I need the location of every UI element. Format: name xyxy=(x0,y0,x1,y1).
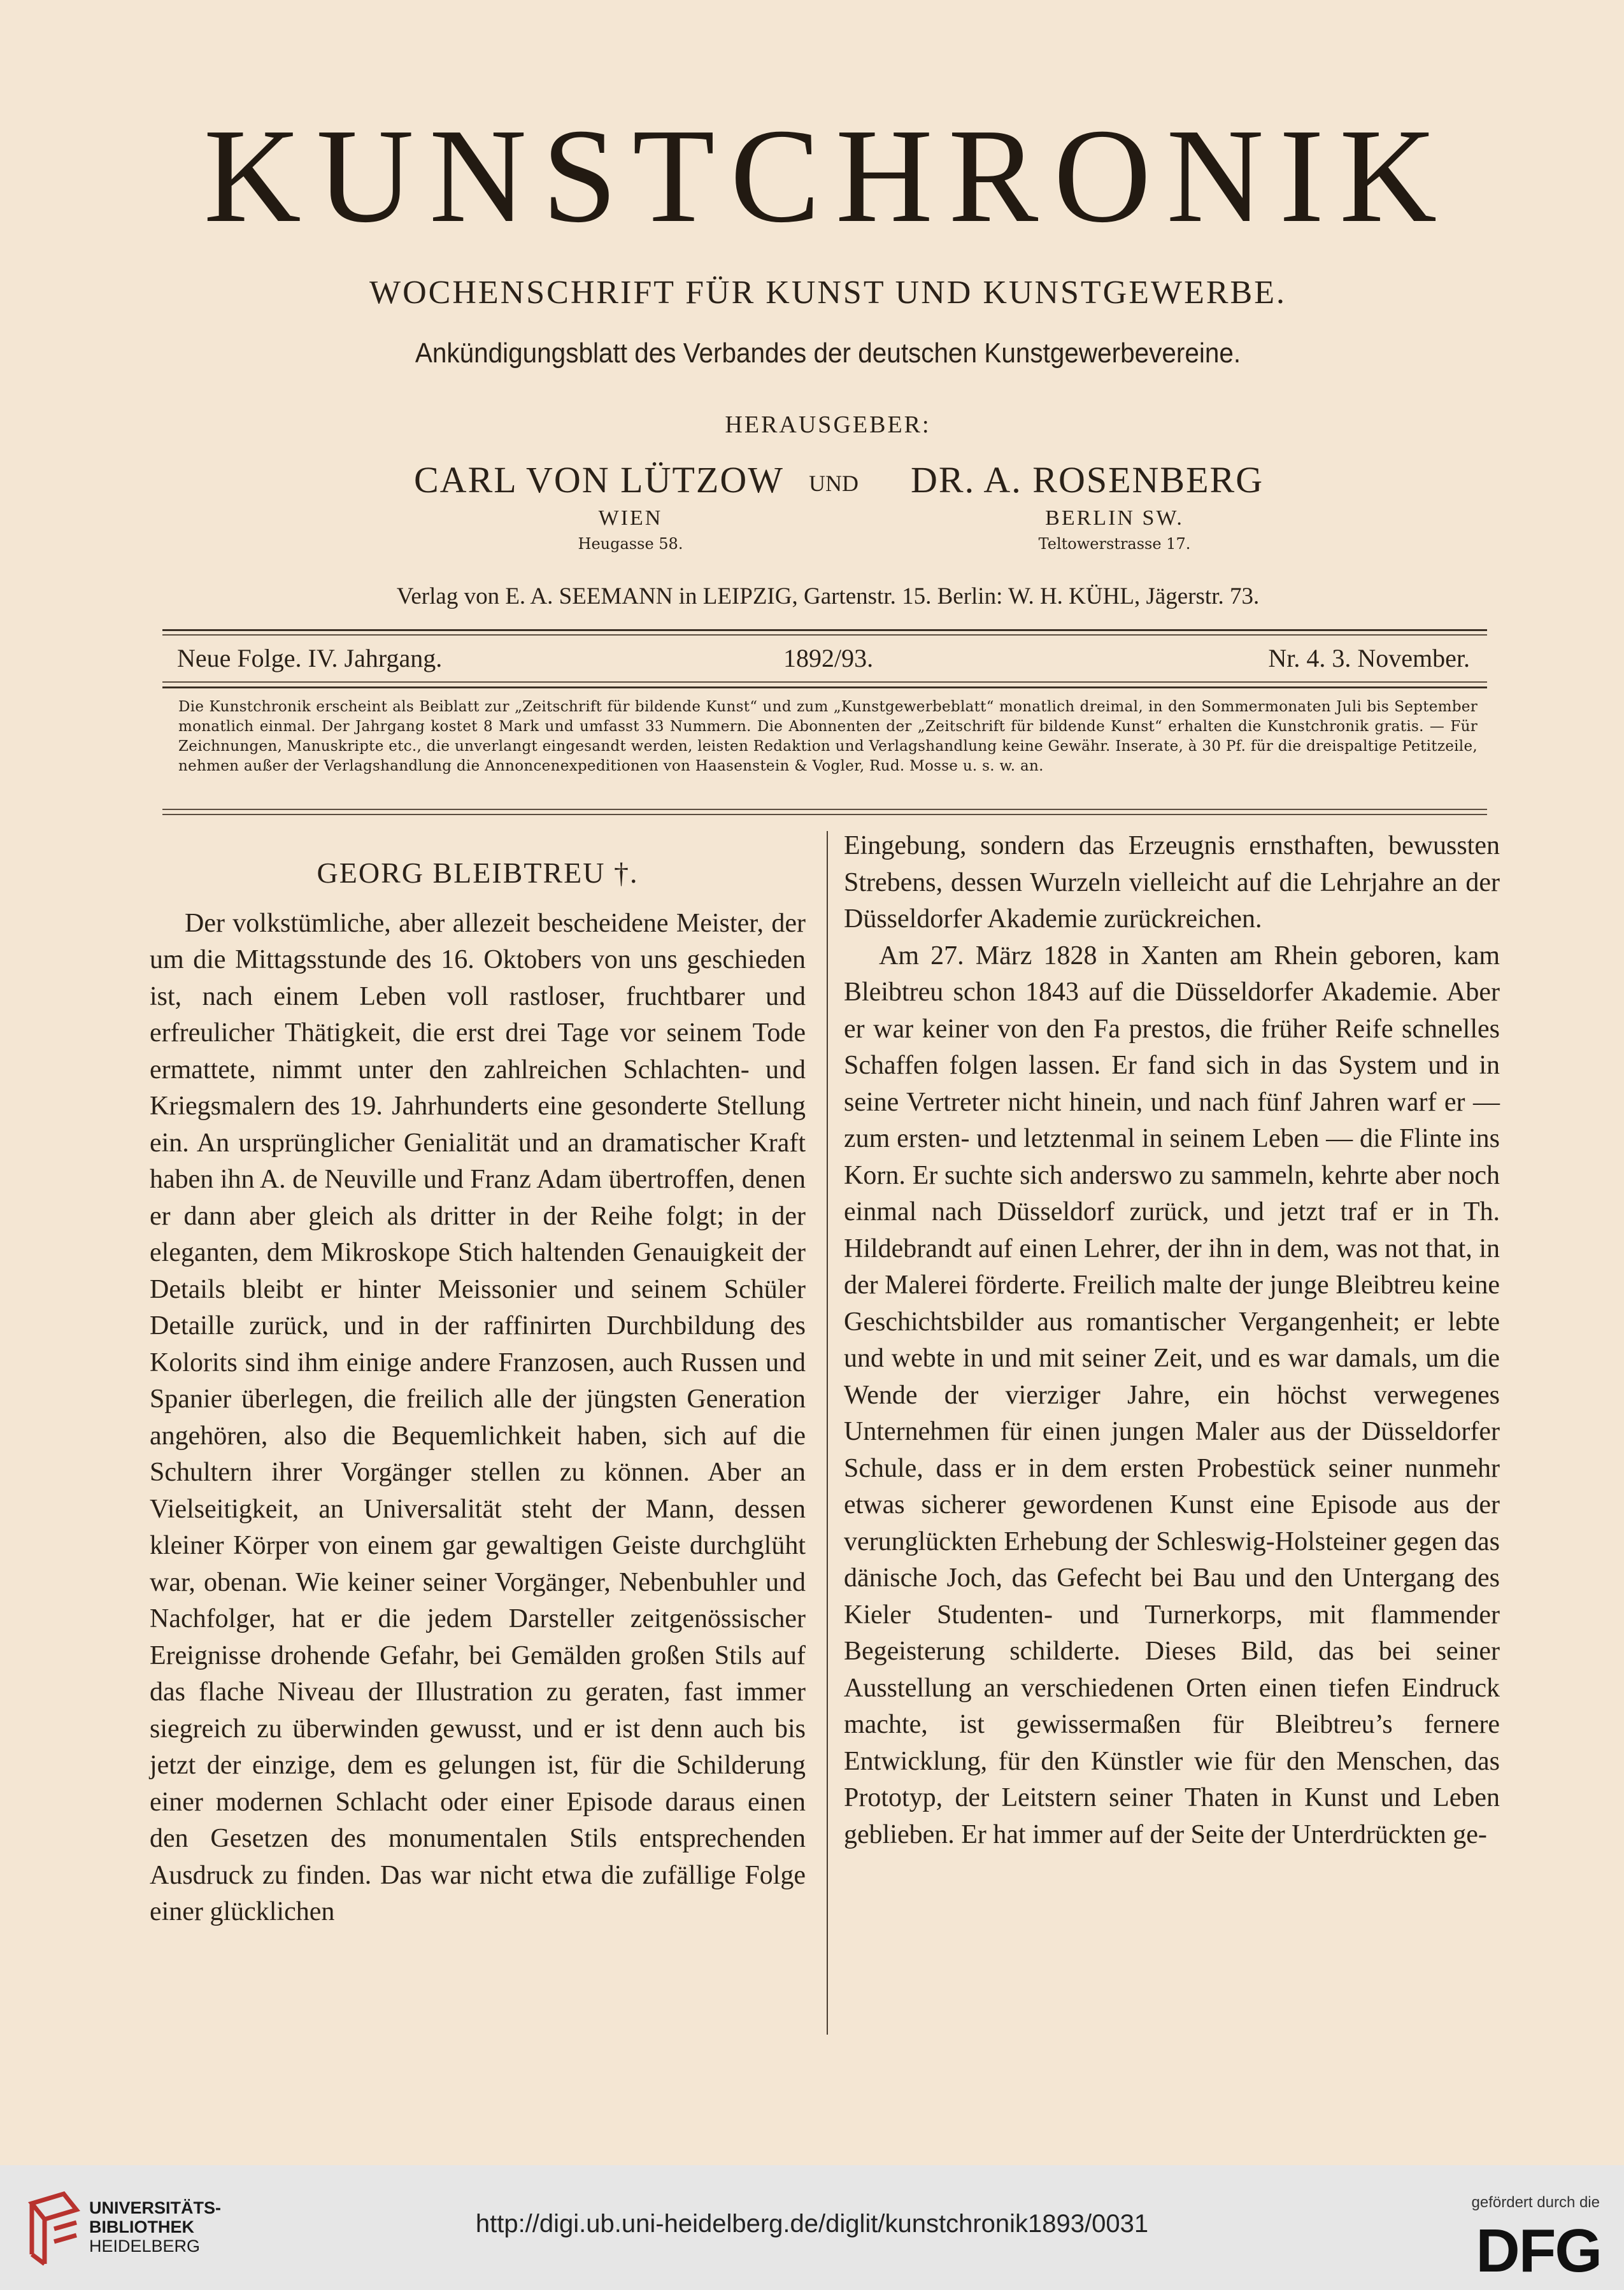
masthead-title: KUNSTCHRONIK xyxy=(203,101,1453,250)
article-column-right xyxy=(844,828,1500,1853)
divider-rule xyxy=(162,629,1487,631)
article-paragraph: Am 27. März 1828 in Xanten am Rhein geboren, kam Bleibtreu schon 1843 auf die Düsseldorfer Akademie. Aber er war keiner von den Fa prestos, die früher Reife schnelles Schaffen folgen lassen. Er fand sich in das System und in seine Vertreter nicht hinein, und nach fünf Jahren warf er — zum ersten- und letztenmal in seinem Leben — die Flinte ins Korn. Er suchte sich anderswo zu sammeln, kehrte aber noch einmal nach Düsseldorf zurück, und jetzt traf er in Th. Hildebrandt auf einen Lehrer, der ihn in dem, was not that, in der Malerei förderte. Freilich malte der junge Bleibtreu keine Geschichtsbilder aus romantischer Vergangenheit; er lebte und webte in und mit seiner Zeit, und es war damals, um die Wende der vierziger Jahre, ein höchst verwegenes Unternehmen für einen jungen Maler aus der Düsseldorfer Schule, dass er in dem ersten Probestück seiner nunmehr etwas sicherer gewordenen Kunst eine Episode aus der verunglückten Erhebung der Schleswig-Holsteiner gegen das dänische Joch, das Gefecht bei Bau und den Untergang des Kieler Studenten- und Turnerkorps, mit flammender Begeisterung schilderte. Dieses Bild, das bei seiner Ausstellung an verschiedenen Orten einen tiefen Eindruck machte, ist gewissermaßen für Bleibtreu’s fernere Entwicklung, für den Künstler wie für den Menschen, das Prototyp, der Leitstern seiner Thaten in Kunst und Leben geblieben. Er hat immer auf der Seite der Unterdrückten ge- xyxy=(844,941,1500,1849)
editor-city-2: BERLIN SW. xyxy=(1045,506,1184,530)
editor-address-2: Teltowerstrasse 17. xyxy=(1038,535,1191,553)
column-divider xyxy=(827,831,828,2035)
digitization-footer xyxy=(0,2165,1624,2290)
funding-caption: gefördert durch die xyxy=(1471,2194,1600,2211)
publisher-line: Verlag von E. A. SEEMANN in LEIPZIG, Gartenstr. 15. Berlin: W. H. KÜHL, Jägerstr. 73. xyxy=(396,583,1260,609)
dfg-logo: DFG xyxy=(1476,2217,1601,2285)
editor-address-1: Heugasse 58. xyxy=(578,535,683,553)
article-heading: GEORG BLEIBTREU †. xyxy=(317,857,639,889)
institution-line: UNIVERSITÄTS- xyxy=(89,2198,222,2217)
masthead-announcement: Ankündigungsblatt des Verbandes der deutschen Kunstgewerbevereine. xyxy=(415,338,1241,369)
editor-name-2: DR. A. ROSENBERG xyxy=(911,459,1264,501)
subscription-notice: Die Kunstchronik erscheint als Beiblatt zur „Zeitschrift für bildende Kunst“ und zum „Kunstgewerbeblatt“ monatlich dreimal, in den Sommermonaten Juli bis September monatlich einmal. Der Jahrgang kostet 8 Mark und umfasst 33 Nummern. Die Abonnenten der „Zeitschrift für bildende Kunst“ erhalten die Kunstchronik gratis. — Für Zeichnungen, Manuskripte etc., die unverlangt eingesandt werden, leisten Redaktion und Verlagshandlung keine Gewähr. Inserate, à 30 Pf. für die dreispaltige Petitzeile, nehmen außer der Verlagshandlung die Annoncenexpeditionen von Haasenstein & Vogler, Rud. Mosse u. s. w. an. xyxy=(178,699,1478,774)
issue-series: Neue Folge. IV. Jahrgang. xyxy=(177,644,443,672)
article-paragraph: Der volkstümliche, aber allezeit bescheidene Meister, der um die Mittagsstunde des 16. Oktobers von uns geschieden ist, nach einem Leben voll rastloser, fruchtbarer und erfreulicher Thätigkeit, die erst drei Tage vor seinem Tode ermattete, nimmt unter den zahlreichen Schlachten- und Kriegsmalern des 19. Jahrhunderts eine gesonderte Stellung ein. An ursprünglicher Genialität und an dramatischer Kraft haben ihn A. de Neuville und Franz Adam übertroffen, denen er dann aber gleich als dritter in der Reihe folgt; in der eleganten, dem Mikroskope Stich haltenden Genauigkeit der Details bleibt er hinter Meissonier und seinem Schüler Detaille zurück, und in der raffinirten Durchbildung des Kolorits sind ihm einige andere Franzosen, auch Russen und Spanier überlegen, die freilich alle der jüngsten Generation angehören, also die Bequemlichkeit haben, sich auf die Schultern ihrer Vorgänger stellen zu können. Aber an Vielseitigkeit, an Universalität steht der Mann, dessen kleiner Körper von einem gar gewaltigen Geiste durchglüht war, obenan. Wie keiner seiner Vorgänger, Nebenbuhler und Nachfolger, hat er die jedem Darsteller zeitgenössischer Ereignisse drohende Gefahr, bei Gemälden großen Stils auf das flache Niveau der Illustration zu geraten, fast immer siegreich zu überwinden gewusst, und er ist denn auch bis jetzt der einzige, dem es gelungen ist, für die Schilderung einer modernen Schlacht oder einer Episode daraus einen den Gesetzen des monumentalen Stils entsprechenden Ausdruck zu finden. Das war nicht etwa die zufällige Folge einer glücklichen xyxy=(150,908,806,1926)
divider-rule xyxy=(162,809,1487,810)
publisher-heading: HERAUSGEBER: xyxy=(725,411,931,438)
divider-rule xyxy=(162,681,1487,683)
divider-rule xyxy=(162,814,1487,815)
editor-city-1: WIEN xyxy=(598,506,663,530)
divider-rule xyxy=(162,634,1487,636)
divider-rule xyxy=(162,686,1487,688)
issue-year: 1892/93. xyxy=(783,644,874,672)
editor-conjunction: UND xyxy=(809,471,858,496)
article-paragraph: Eingebung, sondern das Erzeugnis ernsthaften, bewussten Strebens, dessen Wurzeln vielleicht auf die Lehrjahre an der Düsseldorfer Akademie zurückreichen. xyxy=(844,831,1500,934)
article-column-left xyxy=(150,828,806,1931)
permalink-url[interactable]: http://digi.ub.uni-heidelberg.de/diglit/kunstchronik1893/0031 xyxy=(475,2210,1149,2238)
editor-name-1: CARL VON LÜTZOW xyxy=(414,459,784,501)
issue-info-row xyxy=(172,643,1478,679)
institution-line: BIBLIOTHEK xyxy=(89,2217,194,2237)
masthead-subtitle: WOCHENSCHRIFT FÜR KUNST UND KUNSTGEWERBE. xyxy=(369,274,1286,311)
institution-line: HEIDELBERG xyxy=(89,2237,201,2256)
issue-number-date: Nr. 4. 3. November. xyxy=(1268,644,1470,672)
